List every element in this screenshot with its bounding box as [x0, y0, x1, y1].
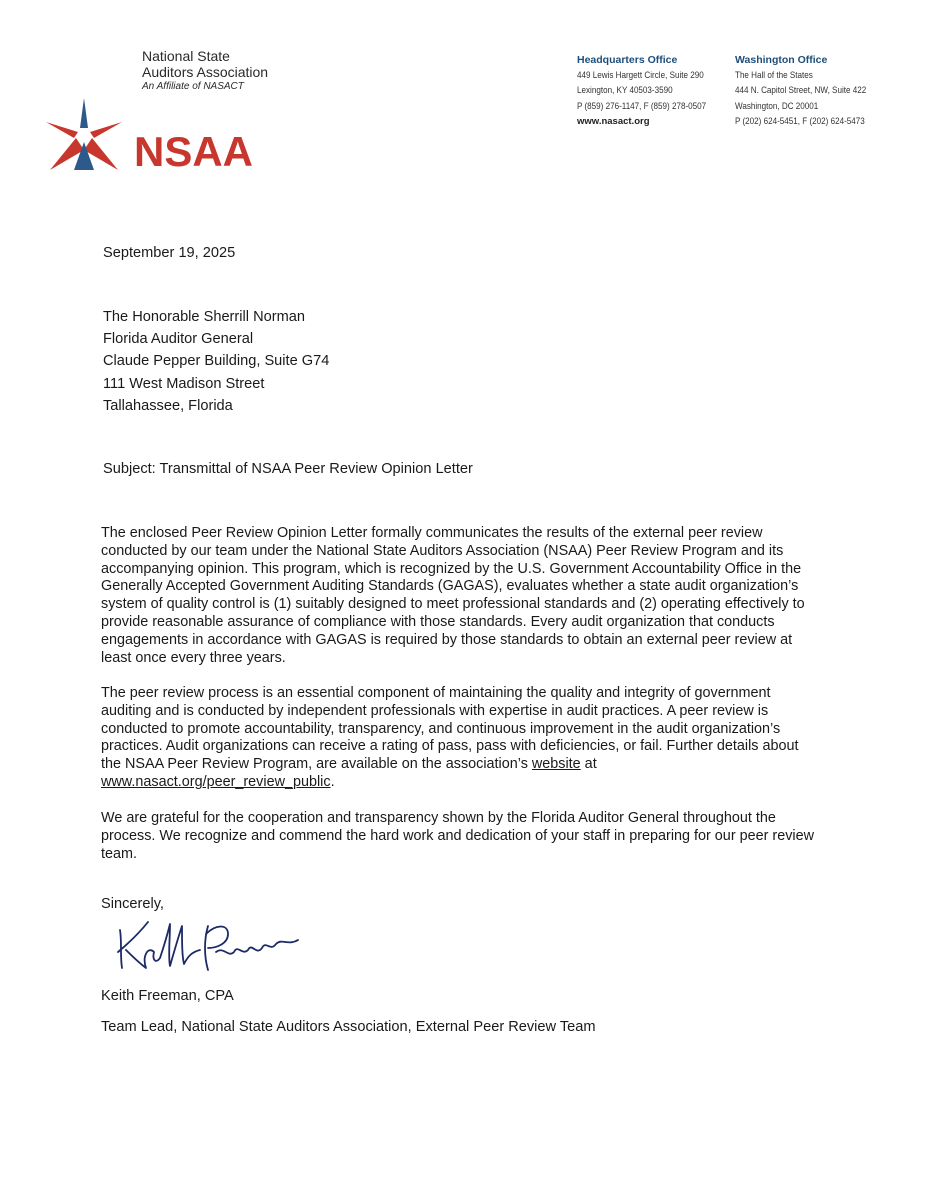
nsaa-star-logo-icon — [44, 98, 124, 172]
closing: Sincerely, — [101, 896, 164, 912]
signer-title: Team Lead, National State Auditors Association, External Peer Review Team — [101, 1019, 596, 1035]
hq-website-link[interactable]: www.nasact.org — [577, 115, 650, 127]
subject-line: Subject: Transmittal of NSAA Peer Review Opinion Letter — [103, 461, 473, 477]
dc-address-line2: 444 N. Capitol Street, NW, Suite 422 — [735, 85, 867, 96]
recipient-street: 111 West Madison Street — [103, 375, 265, 392]
recipient-building: Claude Pepper Building, Suite G74 — [103, 353, 330, 370]
recipient-name: The Honorable Sherrill Norman — [103, 309, 305, 325]
hq-address-line1: 449 Lewis Hargett Circle, Suite 290 — [577, 70, 704, 80]
recipient-title: Florida Auditor General — [103, 331, 254, 348]
body-paragraph-2 — [101, 685, 821, 792]
hq-heading: Headquarters Office — [577, 54, 678, 66]
body-paragraph-1: The enclosed Peer Review Opinion Letter formally communicates the results of the external peer review conducted by our team under the National State Auditors Association (NSAA) Peer Review Program and its accompanying opinion. This program, which is recognized by the U.S. Government Accountability Office in the Generally Accepted Government Auditing Standards (GAGAS), evaluates whether a state audit organization’s system of quality control is (1) suitably designed to meet professional standards and (2) operating effectively to provide reasonable assurance of compliance with those standards. Every audit organization that conducts engagements in accordance with GAGAS is required by those standards to obtain an external peer review at least once every three years. — [101, 525, 805, 666]
paragraph-2-text: The peer review process is an essential component of maintaining the quality and integrity of government auditing and is conducted by independent professionals with expertise in audit practices. A peer review is conducted to promote accountability, transparency, and continuous improvement in the audit organization’s practices. Audit organizations can receive a rating of pass, pass with deficiencies, or fail. Further details about the NSAA Peer Review Program, are available on the association’s — [101, 685, 799, 773]
recipient-address-block — [103, 306, 329, 417]
signer-name: Keith Freeman, CPA — [101, 988, 234, 1004]
body-paragraph-3: We are grateful for the cooperation and transparency shown by the Florida Auditor General throughout the process. We recognize and commend the hard work and dedication of your staff in preparing for our peer review team. — [101, 810, 814, 862]
peer-review-url-link[interactable]: www.nasact.org/peer_review_public — [101, 773, 331, 790]
recipient-city: Tallahassee, Florida — [103, 397, 233, 414]
org-name-line1: National State — [142, 48, 230, 64]
nsaa-wordmark: NSAA — [134, 128, 254, 175]
hq-phone-fax: P (859) 276-1147, F (859) 278-0507 — [577, 100, 707, 111]
headquarters-office-block — [577, 53, 724, 129]
organization-name-block — [142, 48, 268, 94]
dc-heading: Washington Office — [735, 54, 828, 66]
dc-address-line3: Washington, DC 20001 — [735, 100, 819, 111]
website-link[interactable]: website — [531, 756, 581, 773]
org-name-line2: Auditors Association — [142, 64, 269, 80]
washington-office-block — [735, 53, 884, 129]
paragraph-2-at: at — [580, 756, 597, 773]
dc-phone-fax: P (202) 624-5451, F (202) 624-5473 — [735, 115, 865, 126]
affiliate-line: An Affiliate of NASACT — [142, 81, 244, 92]
dc-address-line1: The Hall of the States — [735, 70, 813, 80]
hq-address-line2: Lexington, KY 40503-3590 — [577, 85, 673, 96]
handwritten-signature — [112, 912, 312, 974]
letter-date: September 19, 2025 — [103, 245, 236, 261]
paragraph-2-end: . — [330, 773, 335, 790]
